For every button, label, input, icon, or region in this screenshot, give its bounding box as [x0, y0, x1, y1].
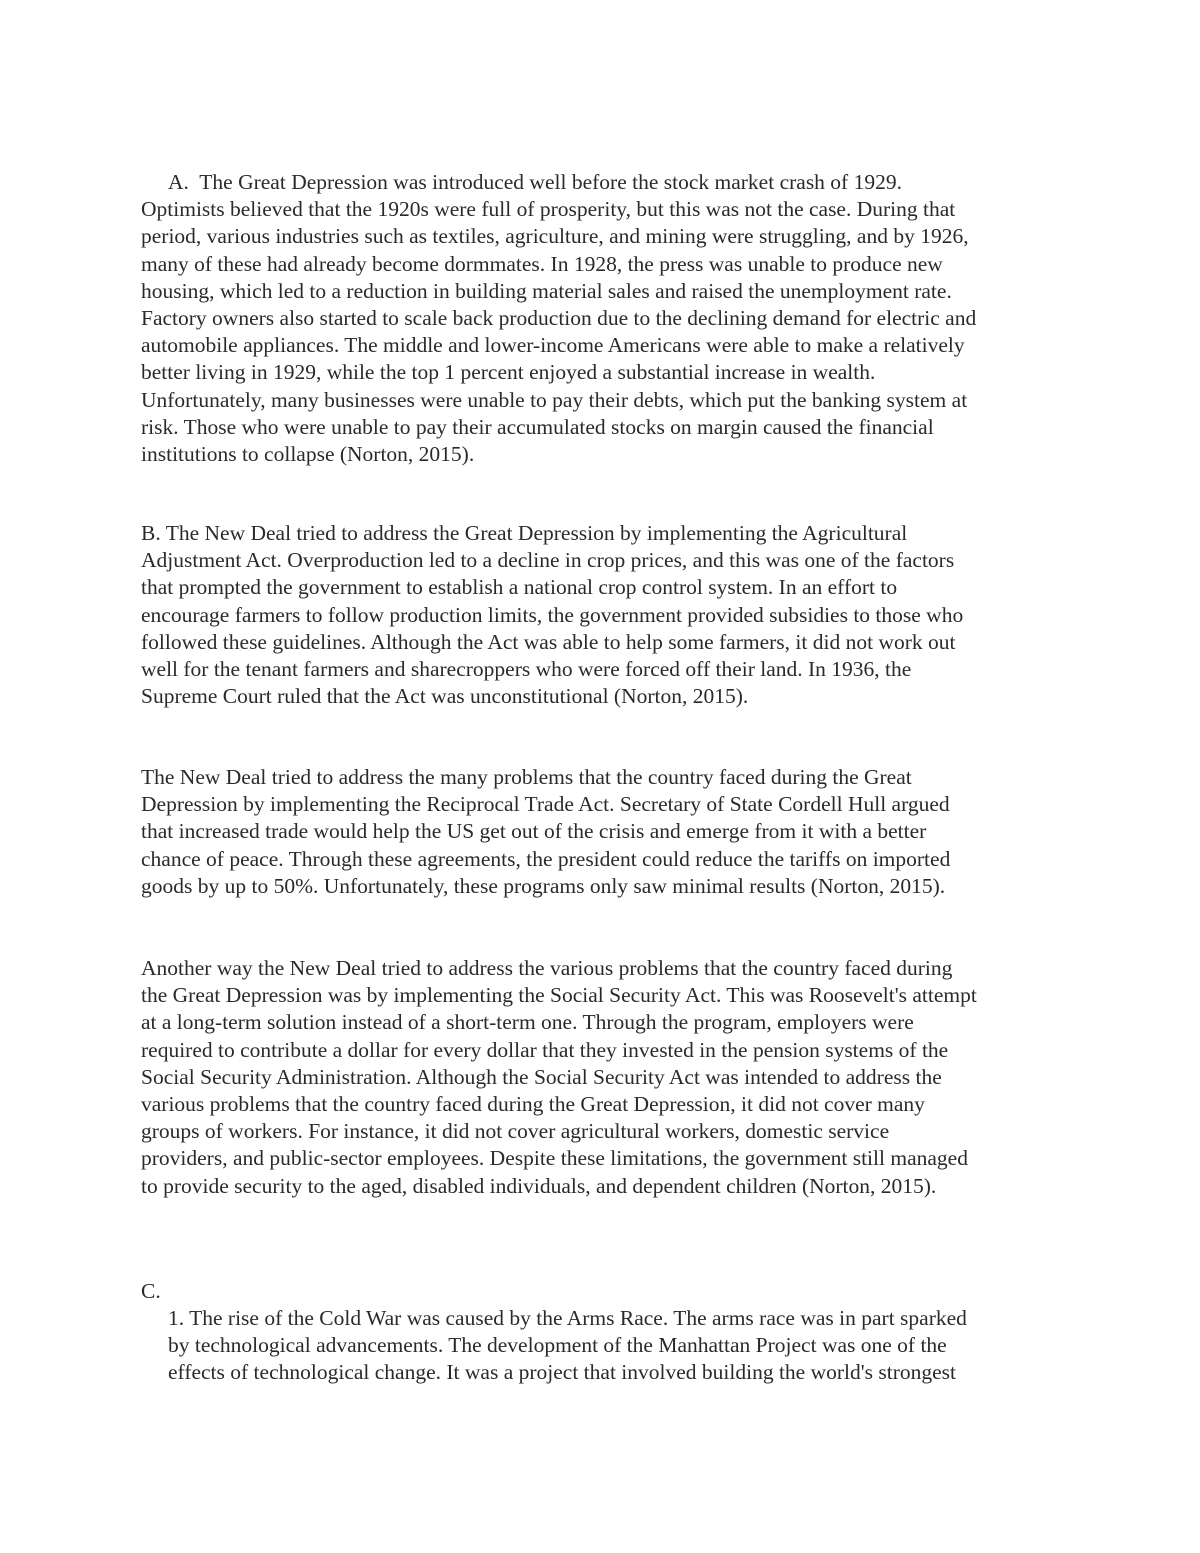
social-line-8: to provide security to the aged, disabled individuals, and dependent children (Norton, 2015). [141, 1173, 937, 1198]
section-b-line-3: encourage farmers to follow production limits, the government provided subsidies to those who [141, 602, 964, 627]
section-a-line-9: risk. Those who were unable to pay their accumulated stocks on margin caused the financial [141, 414, 934, 439]
section-a-line-3: many of these had already become dormmates. In 1928, the press was unable to produce new [141, 251, 943, 276]
paragraph-section-b [141, 520, 1071, 710]
section-a-line-10: institutions to collapse (Norton, 2015). [141, 442, 475, 467]
social-line-6: groups of workers. For instance, it did not cover agricultural workers, domestic service [141, 1119, 890, 1144]
section-b-line-6: Supreme Court ruled that the Act was unconstitutional (Norton, 2015). [141, 684, 749, 709]
trade-line-4: goods by up to 50%. Unfortunately, these programs only saw minimal results (Norton, 2015). [141, 873, 946, 898]
social-line-3: required to contribute a dollar for every dollar that they invested in the pension systems of the [141, 1037, 949, 1062]
paragraph-social-security [141, 955, 1071, 1200]
section-a-line-1: Optimists believed that the 1920s were full of prosperity, but this was not the case. During that [141, 197, 956, 222]
social-line-7: providers, and public-sector employees. Despite these limitations, the government still managed [141, 1146, 968, 1171]
section-a-line-7: better living in 1929, while the top 1 percent enjoyed a substantial increase in wealth. [141, 360, 876, 385]
trade-line-3: chance of peace. Through these agreements, the president could reduce the tariffs on imported [141, 846, 951, 871]
section-a-first-line [141, 169, 1071, 196]
section-a-line-8: Unfortunately, many businesses were unable to pay their debts, which put the banking system at [141, 387, 968, 412]
section-a-line-4: housing, which led to a reduction in building material sales and raised the unemployment rate. [141, 278, 952, 303]
trade-line-1: Depression by implementing the Reciprocal Trade Act. Secretary of State Cordell Hull argued [141, 792, 950, 817]
c1-line-2: effects of technological change. It was a project that involved building the world's strongest [168, 1360, 957, 1385]
social-line-1: the Great Depression was by implementing the Social Security Act. This was Roosevelt's attempt [141, 983, 977, 1008]
section-a-line-6: automobile appliances. The middle and lower-income Americans were able to make a relatively [141, 333, 965, 358]
section-a-line-2: period, various industries such as textiles, agriculture, and mining were struggling, and by 1926, [141, 224, 969, 249]
section-b-line-0: B. The New Deal tried to address the Great Depression by implementing the Agricultural [141, 521, 908, 545]
c1-line-1: by technological advancements. The development of the Manhattan Project was one of the [168, 1333, 947, 1358]
section-a-line-0: The Great Depression was introduced well before the stock market crash of 1929. [199, 170, 902, 194]
trade-line-0: The New Deal tried to address the many problems that the country faced during the Great [141, 765, 912, 789]
section-c-label: C. [141, 1279, 161, 1303]
social-line-4: Social Security Administration. Although the Social Security Act was intended to address the [141, 1064, 942, 1089]
section-b-line-5: well for the tenant farmers and sharecroppers who were forced off their land. In 1936, the [141, 657, 912, 682]
section-b-line-2: that prompted the government to establish a national crop control system. In an effort to [141, 575, 898, 600]
paragraph-reciprocal-trade [141, 764, 1071, 900]
trade-line-2: that increased trade would help the US get out of the crisis and emerge from it with a better [141, 819, 927, 844]
paragraph-section-a [141, 169, 1071, 468]
section-c-item-1 [168, 1305, 967, 1387]
section-a-label: A. [168, 170, 189, 194]
section-a-line-5: Factory owners also started to scale back production due to the declining demand for electric and [141, 306, 977, 331]
section-b-line-4: followed these guidelines. Although the Act was able to help some farmers, it did not work out [141, 629, 956, 654]
c1-line-0: 1. The rise of the Cold War was caused by the Arms Race. The arms race was in part sparked [168, 1306, 967, 1330]
social-line-0: Another way the New Deal tried to address the various problems that the country faced during [141, 956, 953, 980]
section-b-line-1: Adjustment Act. Overproduction led to a decline in crop prices, and this was one of the factors [141, 548, 955, 573]
social-line-5: various problems that the country faced during the Great Depression, it did not cover many [141, 1092, 925, 1117]
social-line-2: at a long-term solution instead of a short-term one. Through the program, employers were [141, 1010, 914, 1035]
